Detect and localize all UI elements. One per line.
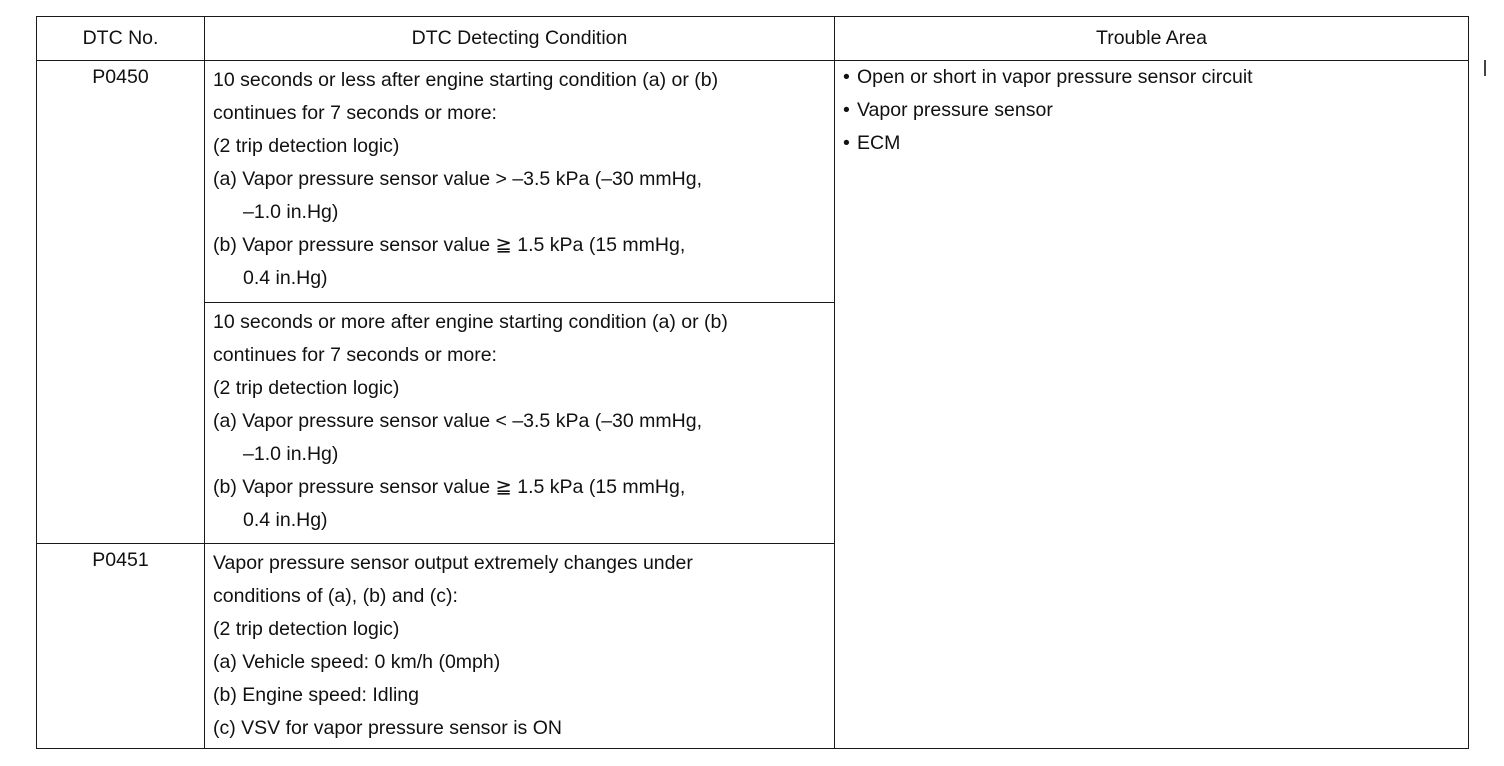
condition-line: (b) Vapor pressure sensor value ≧ 1.5 kPa (15 mmHg, (213, 476, 686, 498)
trouble-area-list (843, 61, 1460, 160)
trouble-area-item (843, 127, 1460, 160)
page-edge-mark (1484, 60, 1486, 76)
condition-line: (2 trip detection logic) (213, 135, 400, 157)
condition-line: –1.0 in.Hg) (243, 201, 339, 223)
condition-line: 0.4 in.Hg) (243, 509, 328, 531)
condition-cell-p0451 (205, 544, 835, 749)
header-row (37, 17, 1469, 61)
condition-line: continues for 7 seconds or more: (213, 344, 497, 366)
condition-line: 10 seconds or more after engine starting condition (a) or (b) (213, 311, 728, 333)
condition-line: (2 trip detection logic) (213, 618, 400, 640)
condition-cell-p0450-b (205, 303, 835, 544)
condition-line: conditions of (a), (b) and (c): (213, 585, 458, 607)
table-body (37, 61, 1469, 749)
trouble-area-text: Open or short in vapor pressure sensor circuit (857, 66, 1253, 88)
condition-cell-p0450-a (205, 61, 835, 303)
condition-line: (a) Vapor pressure sensor value > –3.5 kPa (–30 mmHg, (213, 168, 702, 190)
trouble-area-item (843, 61, 1460, 94)
header-detecting-condition: DTC Detecting Condition (205, 17, 835, 61)
header-dtc-no: DTC No. (37, 17, 205, 61)
dtc-code-p0450: P0450 (37, 61, 205, 544)
bullet-icon: • (843, 99, 850, 121)
condition-line: 10 seconds or less after engine starting condition (a) or (b) (213, 69, 719, 91)
condition-line: Vapor pressure sensor output extremely changes under (213, 552, 693, 574)
table-row-p0450-a (37, 61, 1469, 303)
table-header (37, 17, 1469, 61)
dtc-table (36, 16, 1469, 749)
trouble-area-cell (835, 61, 1469, 749)
trouble-area-item (843, 94, 1460, 127)
condition-line: –1.0 in.Hg) (243, 443, 339, 465)
trouble-area-text: ECM (857, 132, 901, 154)
trouble-area-text: Vapor pressure sensor (857, 99, 1053, 121)
condition-line: continues for 7 seconds or more: (213, 102, 497, 124)
bullet-icon: • (843, 66, 850, 88)
bullet-icon: • (843, 132, 850, 154)
condition-line: 0.4 in.Hg) (243, 267, 328, 289)
condition-line: (2 trip detection logic) (213, 377, 400, 399)
condition-line: (a) Vapor pressure sensor value < –3.5 kPa (–30 mmHg, (213, 410, 702, 432)
condition-line: (b) Vapor pressure sensor value ≧ 1.5 kPa (15 mmHg, (213, 234, 686, 256)
header-trouble-area: Trouble Area (835, 17, 1469, 61)
condition-line: (c) VSV for vapor pressure sensor is ON (213, 717, 562, 739)
condition-line: (b) Engine speed: Idling (213, 684, 419, 706)
condition-line: (a) Vehicle speed: 0 km/h (0mph) (213, 651, 501, 673)
dtc-code-p0451: P0451 (37, 544, 205, 749)
